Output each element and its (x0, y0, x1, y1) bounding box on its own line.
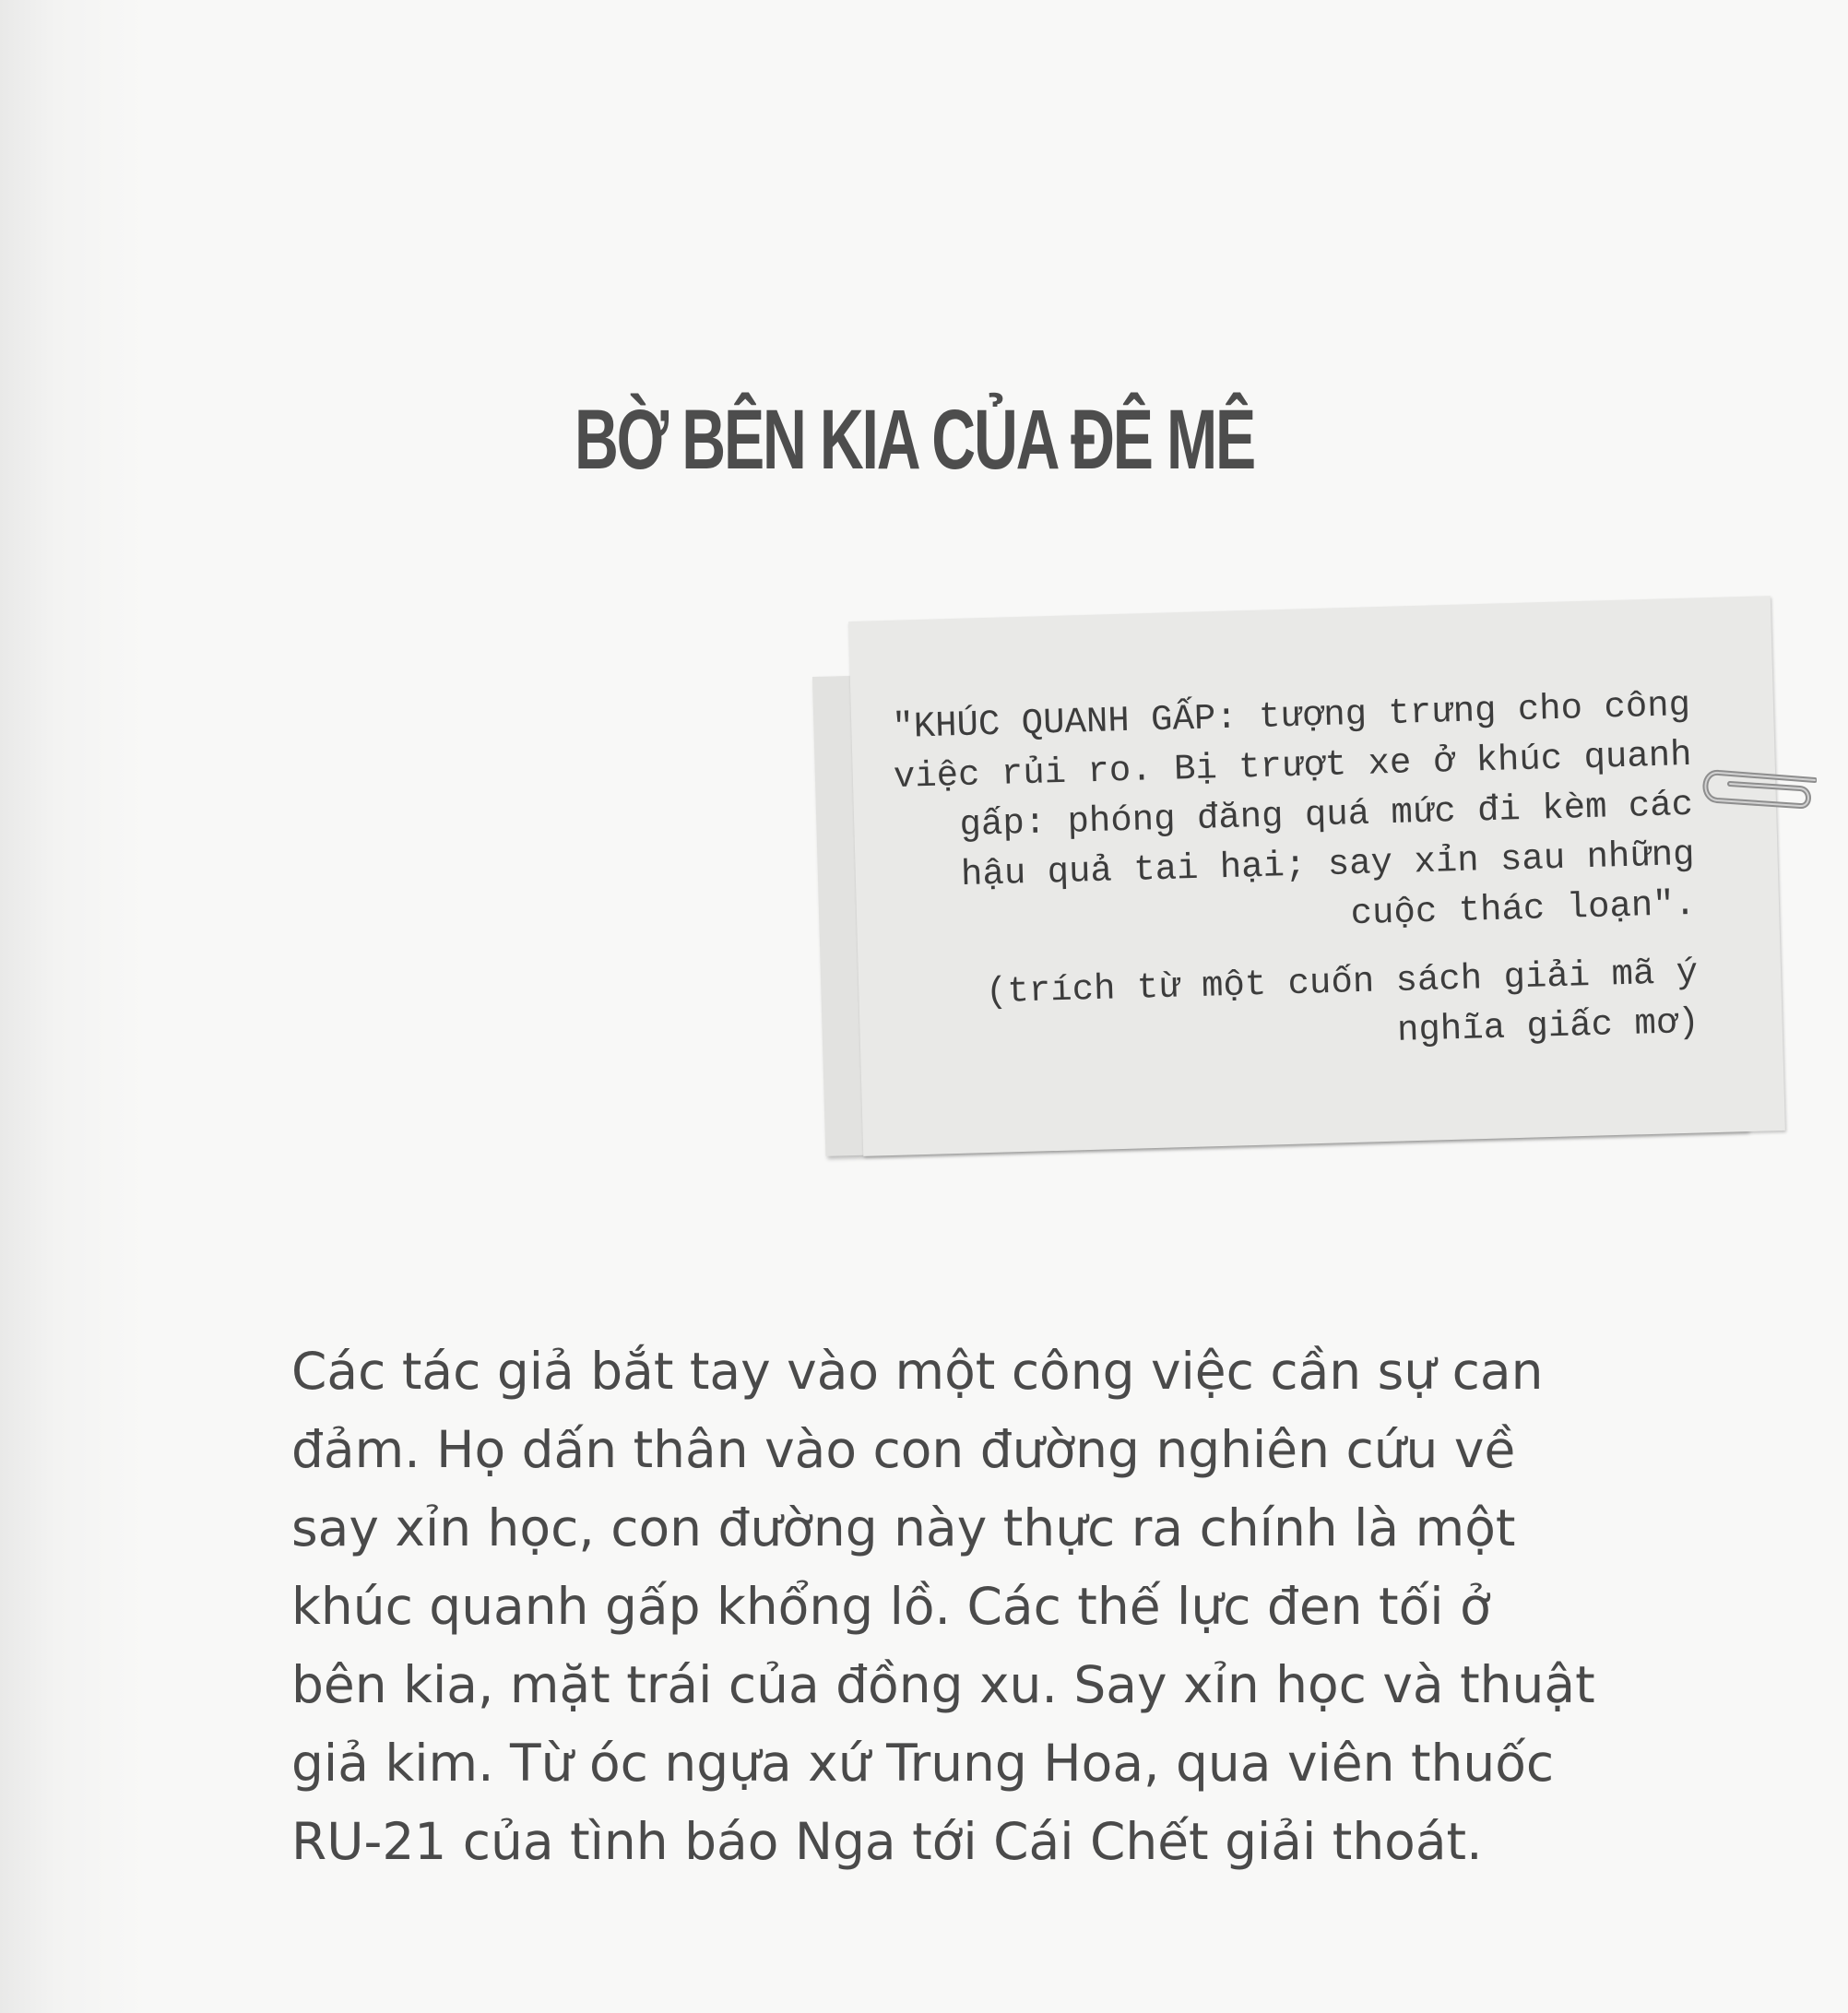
body-line: Các tác giả bắt tay vào một công việc cần sự can (291, 1342, 1544, 1401)
body-line: giả kim. Từ óc ngựa xứ Trung Hoa, qua viên thuốc (291, 1734, 1555, 1793)
note-quote-line: việc rủi ro. Bị trượt xe ở khúc quanh (893, 734, 1693, 799)
body-line: say xỉn học, con đường này thực ra chính là một (291, 1498, 1516, 1557)
note-source-line: (trích từ một cuốn sách giải mã ý (985, 952, 1699, 1013)
body-line: khúc quanh gấp khổng lồ. Các thế lực đen tối ở (291, 1577, 1491, 1636)
note-text (888, 681, 1700, 1070)
chapter-title: BỜ BÊN KIA CỦA ĐÊ MÊ (575, 393, 1255, 487)
note-quote-line: "KHÚC QUANH GẤP: tượng trưng cho công (891, 684, 1691, 749)
body-line: RU-21 của tình báo Nga tới Cái Chết giải thoát. (291, 1812, 1483, 1871)
body-line: bên kia, mặt trái của đồng xu. Say xỉn học và thuật (291, 1655, 1595, 1714)
body-paragraph (291, 1332, 1595, 1881)
pinned-note (819, 590, 1833, 1190)
note-quote-line: hậu quả tai hại; say xỉn sau những (960, 834, 1696, 896)
note-source-line: nghĩa giấc mơ) (1396, 1001, 1700, 1051)
paperclip-icon (1697, 756, 1817, 830)
body-line: đảm. Họ dấn thân vào con đường nghiên cứu về (291, 1420, 1516, 1479)
note-quote-line: gấp: phóng đăng quá mức đi kèm các (959, 784, 1694, 847)
note-quote-line: cuộc thác loạn". (1350, 883, 1697, 935)
note-quote (888, 681, 1697, 952)
